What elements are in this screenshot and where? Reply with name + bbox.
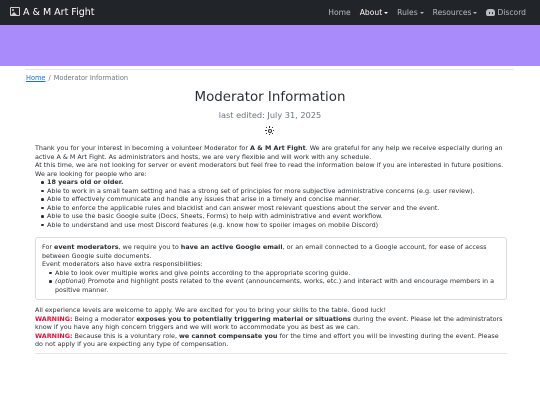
requirements-lead: We are looking for people who are: <box>35 169 147 178</box>
extra-responsibilities-lead: Event moderators also have extra responsibilities: <box>42 260 203 268</box>
list-item: Able to understand and use most Discord features (e.g. know how to spoiler images on mobile Discord) <box>47 221 507 230</box>
chevron-down-icon <box>420 12 424 14</box>
brand-name: A & M Art Fight <box>23 6 95 18</box>
requirements-list <box>47 178 507 229</box>
warning-triggers: WARNING: Being a moderator exposes you to potentially triggering material or situations during the event. Please let the administrators know if you have any high concern triggers and we will work to accommodate you as best as we can. <box>35 314 503 331</box>
breadcrumb-current: Moderator Information <box>53 74 129 82</box>
top-navbar <box>0 0 540 25</box>
sun-icon[interactable] <box>265 126 274 135</box>
responsibilities-list <box>55 269 500 295</box>
event-moderators-card <box>35 237 507 300</box>
breadcrumb-divider <box>25 69 514 70</box>
list-item: Able to effectively communicate and handle any issues that arise in a timely and concise manner. <box>47 195 507 204</box>
breadcrumb-home-link[interactable]: Home <box>26 74 46 82</box>
chevron-down-icon <box>473 12 477 14</box>
nav-about-dropdown[interactable] <box>360 8 388 17</box>
status-paragraph: At this time, we are not looking for server or event moderators but feel free to read the information below if you are interested in future positions. <box>35 161 504 169</box>
welcome-paragraph: All experience levels are welcome to apply. We are excited for you to bring your skills to the table. Good luck! <box>35 306 387 314</box>
nav-about-label: About <box>359 8 383 17</box>
breadcrumb-separator: / <box>48 74 51 82</box>
broken-image-icon <box>9 6 21 18</box>
breadcrumb <box>26 74 128 82</box>
last-edited-date: last edited: July 31, 2025 <box>218 110 322 120</box>
nav-rules-dropdown[interactable] <box>397 8 424 17</box>
discord-icon <box>486 9 495 16</box>
intro-paragraph: Thank you for your interest in becoming a volunteer Moderator for A & M Art Fight. We are grateful for any help we receive especially during an active A & M Art Fight. As administrators and hosts, we are very flexible and will work with any schedule. <box>35 144 503 161</box>
nav-home[interactable] <box>328 8 350 17</box>
nav-home-label: Home <box>328 8 351 17</box>
main-content <box>35 144 507 354</box>
page-title: Moderator Information <box>194 90 346 105</box>
nav-discord[interactable] <box>486 8 526 17</box>
list-item: Able to look over multiple works and give points according to the appropriate scoring guide. <box>55 269 500 278</box>
event-moderators-paragraph: For event moderators, we require you to have an active Google email, or an email connected to a Google account, for ease of access between Google suite documents. <box>42 243 487 260</box>
nav-resources-dropdown[interactable] <box>433 8 478 17</box>
nav-discord-label: Discord <box>497 8 526 17</box>
brand-link[interactable] <box>9 6 95 18</box>
list-item: Able to use the basic Google suite (Docs, Sheets, Forms) to help with administrative and event workflow. <box>47 212 507 221</box>
header-banner <box>0 25 540 66</box>
nav-menu <box>319 0 526 25</box>
list-item: (optional) Promote and highlight posts related to the event (announcements, works, etc.) and interact with and encourage members in a positive manner. <box>55 277 500 294</box>
nav-rules-label: Rules <box>397 8 418 17</box>
chevron-down-icon <box>384 12 388 14</box>
warning-compensation: WARNING: Because this is a voluntary role, we cannot compensate you for the time and effort you will be investing during the event. Please do not apply if you are expecting any type of compensation. <box>35 331 499 348</box>
list-item: Able to enforce the applicable rules and blacklist and can answer most relevant questions about the server and the event. <box>47 204 507 213</box>
nav-resources-label: Resources <box>432 8 472 17</box>
list-item: Able to work in a small team setting and has a strong set of principles for more subjective administrative concerns (e.g. user review). <box>47 187 507 196</box>
list-item: 18 years old or older. <box>47 178 507 187</box>
footer-divider <box>35 353 507 354</box>
